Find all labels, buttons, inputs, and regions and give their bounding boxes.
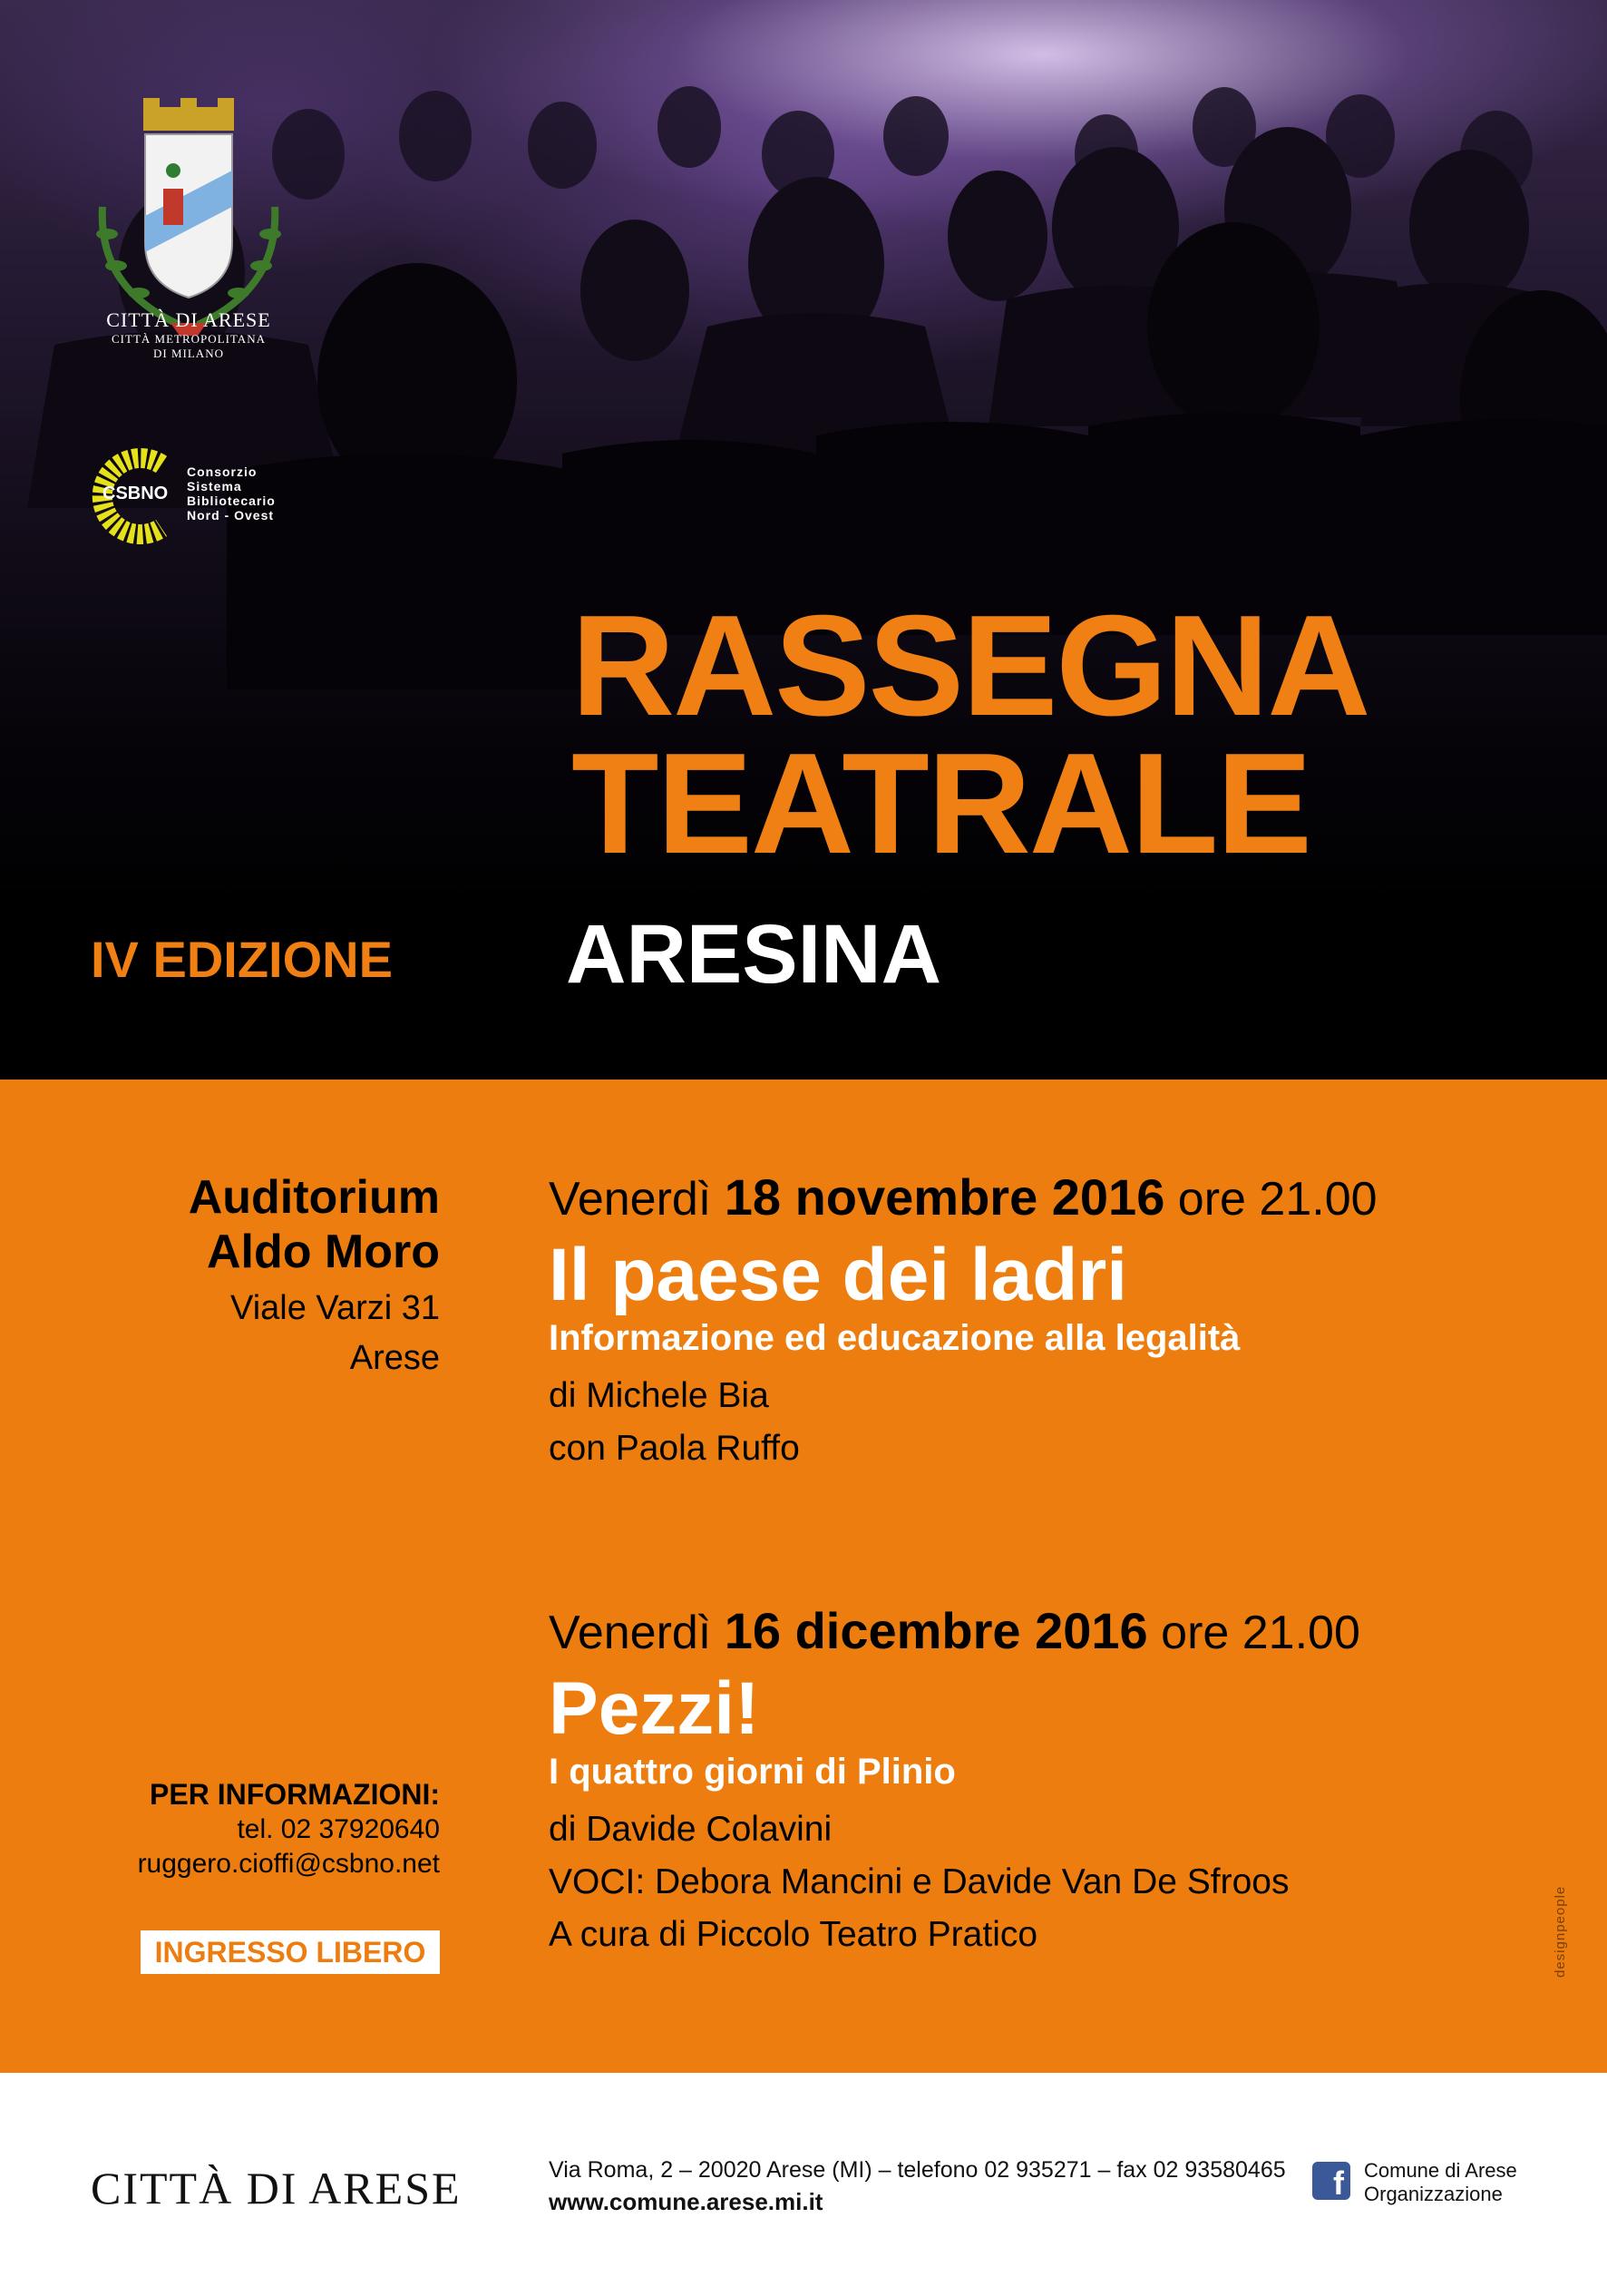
event-show-title: Il paese dei ladri — [549, 1234, 1128, 1316]
csbno-text-line: Consorzio — [187, 464, 258, 479]
event-date-value: 16 dicembre 2016 — [724, 1602, 1148, 1659]
event-1 — [549, 1170, 1378, 1475]
csbno-text-line: Sistema — [187, 479, 242, 493]
footer-city-name: CITTÀ DI ARESE — [91, 2163, 462, 2213]
event-credit-line: con Paola Ruffo — [549, 1429, 800, 1468]
venue-name-line-2: Aldo Moro — [206, 1226, 440, 1278]
facebook-icon[interactable]: f — [1312, 2162, 1350, 2200]
title-line-1: RASSEGNA — [571, 586, 1369, 746]
event-credit-line: VOCI: Debora Mancini e Davide Van De Sfroos — [549, 1862, 1290, 1901]
audience-photo — [0, 0, 1607, 1080]
event-date — [549, 1604, 1360, 1660]
event-subtitle: Informazione ed educazione alla legalità — [549, 1318, 1241, 1358]
facebook-line-1: Comune di Arese — [1364, 2159, 1517, 2182]
footer-address: Via Roma, 2 – 20020 Arese (MI) – telefono 02 935271 – fax 02 93580465 — [549, 2157, 1286, 2183]
footer-website-link[interactable]: www.comune.arese.mi.it — [549, 2188, 823, 2215]
info-phone: tel. 02 37920640 — [237, 1814, 440, 1844]
event-date — [549, 1170, 1378, 1226]
event-2 — [549, 1604, 1360, 1961]
event-day: Venerdì — [549, 1607, 712, 1659]
csbno-text-line: Nord - Ovest — [187, 508, 275, 523]
venue-address-line-1: Viale Varzi 31 — [230, 1289, 440, 1327]
event-time: ore 21.00 — [1161, 1607, 1360, 1659]
venue-block — [189, 1170, 440, 1379]
csbno-logo-label: CSBNO — [102, 484, 169, 503]
info-email: ruggero.cioffi@csbno.net — [137, 1849, 440, 1879]
free-entry-badge: INGRESSO LIBERO — [141, 1930, 440, 1974]
event-credit-line: di Michele Bia — [549, 1376, 769, 1415]
city-logo-subtitle — [53, 332, 325, 361]
title-line-3: ARESINA — [566, 908, 942, 1001]
city-logo-subtitle-line-2: DI MILANO — [153, 347, 224, 360]
facebook-line-2: Organizzazione — [1364, 2183, 1503, 2205]
venue-address-line-2: Arese — [349, 1339, 440, 1377]
venue-name-line-1: Auditorium — [188, 1171, 440, 1224]
event-subtitle: I quattro giorni di Plinio — [549, 1752, 956, 1792]
info-title: PER INFORMAZIONI: — [150, 1778, 440, 1811]
event-credit-line: di Davide Colavini — [549, 1810, 833, 1849]
facebook-page-label[interactable] — [1364, 2159, 1517, 2206]
city-logo-title: CITTÀ DI ARESE — [106, 308, 271, 331]
event-credit-line: A cura di Piccolo Teatro Pratico — [549, 1915, 1038, 1954]
event-credits — [549, 1803, 1360, 1961]
title-line-2: TEATRALE — [571, 724, 1310, 884]
city-logo-subtitle-line-1: CITTÀ METROPOLITANA — [112, 332, 266, 346]
event-time: ore 21.00 — [1177, 1173, 1378, 1226]
event-date-value: 18 novembre 2016 — [724, 1168, 1165, 1226]
csbno-text-line: Bibliotecario — [187, 493, 276, 508]
csbno-logo-text — [187, 464, 276, 523]
design-credit: designpeople — [1553, 1885, 1568, 1978]
event-credits — [549, 1370, 1378, 1475]
event-day: Venerdì — [549, 1173, 712, 1226]
event-show-title: Pezzi! — [549, 1667, 760, 1750]
poster-title — [571, 586, 1587, 884]
edition-label: IV EDIZIONE — [91, 931, 393, 988]
info-block — [138, 1776, 440, 1881]
